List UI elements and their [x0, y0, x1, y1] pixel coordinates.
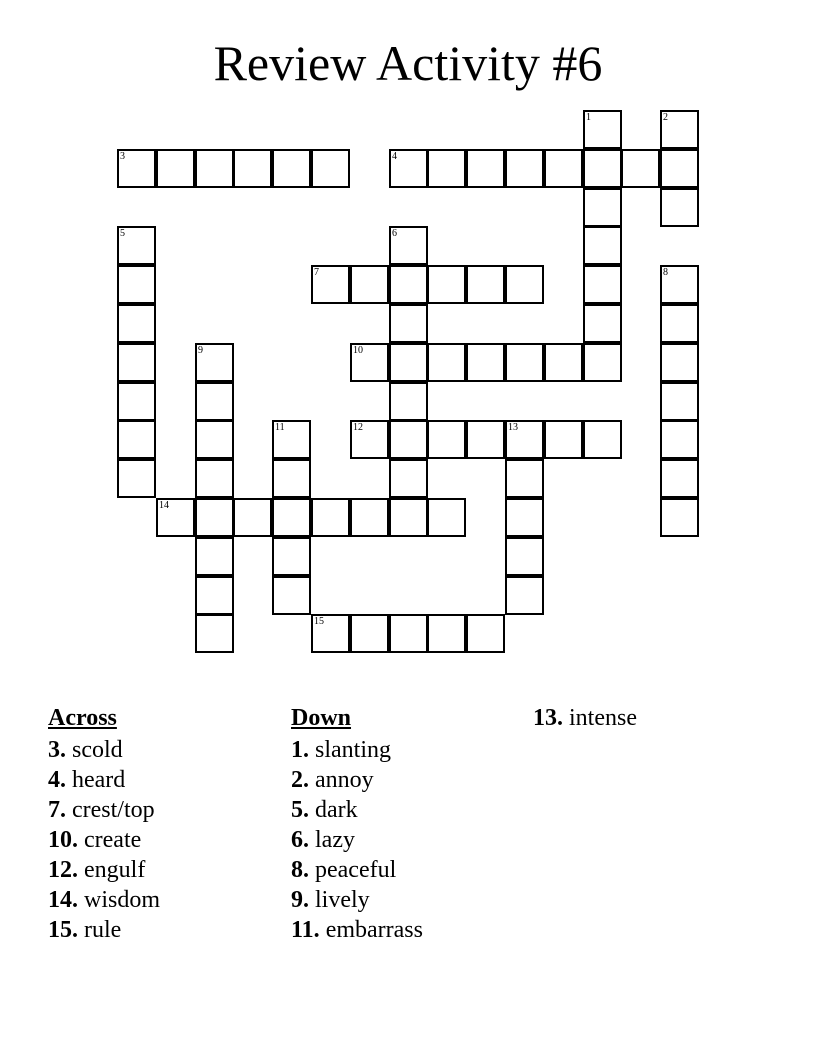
- grid-cell[interactable]: [583, 226, 622, 265]
- grid-cell[interactable]: [389, 382, 428, 421]
- grid-cell[interactable]: [505, 343, 544, 382]
- clue-number: 3: [120, 151, 125, 162]
- grid-cell[interactable]: [117, 343, 156, 382]
- grid-cell[interactable]: [466, 149, 505, 188]
- grid-cell[interactable]: [505, 498, 544, 537]
- grid-cell[interactable]: [427, 265, 466, 304]
- clue-down-1: 1. slanting: [291, 737, 391, 763]
- grid-cell[interactable]: [117, 459, 156, 498]
- grid-cell[interactable]: [660, 149, 699, 188]
- clue-across-10: 10. create: [48, 827, 142, 853]
- grid-cell[interactable]: [505, 576, 544, 615]
- clue-number: 15: [314, 616, 324, 627]
- grid-cell[interactable]: [272, 498, 311, 537]
- grid-cell[interactable]: [660, 265, 699, 304]
- grid-cell[interactable]: [660, 188, 699, 227]
- clue-number: 6: [392, 228, 397, 239]
- grid-cell[interactable]: [389, 498, 428, 537]
- grid-cell[interactable]: [427, 149, 466, 188]
- grid-cell[interactable]: [233, 498, 272, 537]
- grid-cell[interactable]: [350, 498, 389, 537]
- grid-cell[interactable]: [621, 149, 660, 188]
- grid-cell[interactable]: [544, 149, 583, 188]
- grid-cell[interactable]: [427, 614, 466, 653]
- clue-across-14: 14. wisdom: [48, 887, 161, 913]
- clue-down-6: 6. lazy: [291, 827, 355, 853]
- grid-cell[interactable]: [505, 420, 544, 459]
- grid-cell[interactable]: [505, 459, 544, 498]
- grid-cell[interactable]: [195, 537, 234, 576]
- grid-cell[interactable]: [466, 420, 505, 459]
- grid-cell[interactable]: [544, 420, 583, 459]
- down-clues-continued: [533, 703, 637, 733]
- clue-number: 14: [159, 500, 169, 511]
- grid-cell[interactable]: [660, 304, 699, 343]
- grid-cell[interactable]: [466, 343, 505, 382]
- grid-cell[interactable]: [350, 265, 389, 304]
- clue-down-13: 13. intense: [533, 705, 637, 731]
- page-title: Review Activity #6: [213, 35, 603, 91]
- clue-number: 4: [392, 151, 397, 162]
- grid-cell[interactable]: [311, 149, 350, 188]
- grid-cell[interactable]: [583, 110, 622, 149]
- clue-number: 8: [663, 267, 668, 278]
- grid-cell[interactable]: [660, 498, 699, 537]
- grid-cell[interactable]: [583, 420, 622, 459]
- grid-cell[interactable]: [195, 498, 234, 537]
- grid-cell[interactable]: [389, 149, 428, 188]
- clue-number: 5: [120, 228, 125, 239]
- clue-number: 10: [353, 345, 363, 356]
- clue-down-11: 11. embarrass: [291, 917, 423, 943]
- grid-cell[interactable]: [117, 382, 156, 421]
- grid-cell[interactable]: [389, 226, 428, 265]
- grid-cell[interactable]: [466, 265, 505, 304]
- grid-cell[interactable]: [272, 459, 311, 498]
- grid-cell[interactable]: [660, 420, 699, 459]
- grid-cell[interactable]: [195, 343, 234, 382]
- grid-cell[interactable]: [195, 459, 234, 498]
- grid-cell[interactable]: [272, 149, 311, 188]
- down-heading: Down: [291, 705, 352, 731]
- grid-cell[interactable]: [389, 343, 428, 382]
- grid-cell[interactable]: [350, 614, 389, 653]
- clue-number: 9: [198, 345, 203, 356]
- clue-down-9: 9. lively: [291, 887, 370, 913]
- grid-cell[interactable]: [156, 149, 195, 188]
- grid-cell[interactable]: [660, 382, 699, 421]
- grid-cell[interactable]: [505, 265, 544, 304]
- clue-number: 2: [663, 112, 668, 123]
- clue-number: 12: [353, 422, 363, 433]
- grid-cell[interactable]: [389, 304, 428, 343]
- clue-down-2: 2. annoy: [291, 767, 374, 793]
- grid-cell[interactable]: [583, 265, 622, 304]
- grid-cell[interactable]: [117, 226, 156, 265]
- across-clues: [48, 703, 160, 945]
- grid-cell[interactable]: [583, 149, 622, 188]
- grid-cell[interactable]: [583, 343, 622, 382]
- grid-cell[interactable]: [505, 537, 544, 576]
- grid-cell[interactable]: [195, 576, 234, 615]
- grid-cell[interactable]: [660, 343, 699, 382]
- grid-cell[interactable]: [427, 498, 466, 537]
- grid-cell[interactable]: [583, 188, 622, 227]
- grid-cell[interactable]: [389, 265, 428, 304]
- grid-cell[interactable]: [272, 420, 311, 459]
- clue-across-15: 15. rule: [48, 917, 122, 943]
- grid-cell[interactable]: [350, 343, 389, 382]
- grid-cell[interactable]: [272, 576, 311, 615]
- grid-cell[interactable]: [156, 498, 195, 537]
- grid-cell[interactable]: [117, 149, 156, 188]
- clue-number: 13: [508, 422, 518, 433]
- across-heading: Across: [48, 705, 117, 731]
- clue-across-12: 12. engulf: [48, 857, 146, 883]
- grid-cell[interactable]: [350, 420, 389, 459]
- grid-cell[interactable]: [272, 537, 311, 576]
- grid-cell[interactable]: [583, 304, 622, 343]
- grid-cell[interactable]: [311, 614, 350, 653]
- grid-cell[interactable]: [233, 149, 272, 188]
- clue-down-8: 8. peaceful: [291, 857, 397, 883]
- clue-across-7: 7. crest/top: [48, 797, 155, 823]
- grid-cell[interactable]: [466, 614, 505, 653]
- clue-across-3: 3. scold: [48, 737, 123, 763]
- down-clues: [291, 703, 423, 945]
- grid-cell[interactable]: [427, 343, 466, 382]
- grid-cell[interactable]: [389, 420, 428, 459]
- grid-cell[interactable]: [660, 459, 699, 498]
- clue-number: 1: [586, 112, 591, 123]
- grid-cell[interactable]: [544, 343, 583, 382]
- clue-number: 7: [314, 267, 319, 278]
- grid-cell[interactable]: [195, 382, 234, 421]
- grid-cell[interactable]: [117, 304, 156, 343]
- clue-down-5: 5. dark: [291, 797, 358, 823]
- grid-cell[interactable]: [195, 614, 234, 653]
- grid-cell[interactable]: [117, 420, 156, 459]
- clue-number: 11: [275, 422, 285, 433]
- grid-cell[interactable]: [195, 149, 234, 188]
- grid-cell[interactable]: [427, 420, 466, 459]
- grid-cell[interactable]: [660, 110, 699, 149]
- clue-across-4: 4. heard: [48, 767, 126, 793]
- grid-cell[interactable]: [389, 459, 428, 498]
- grid-cell[interactable]: [311, 498, 350, 537]
- grid-cell[interactable]: [117, 265, 156, 304]
- grid-cell[interactable]: [389, 614, 428, 653]
- grid-cell[interactable]: [195, 420, 234, 459]
- grid-cell[interactable]: [505, 149, 544, 188]
- grid-cell[interactable]: [311, 265, 350, 304]
